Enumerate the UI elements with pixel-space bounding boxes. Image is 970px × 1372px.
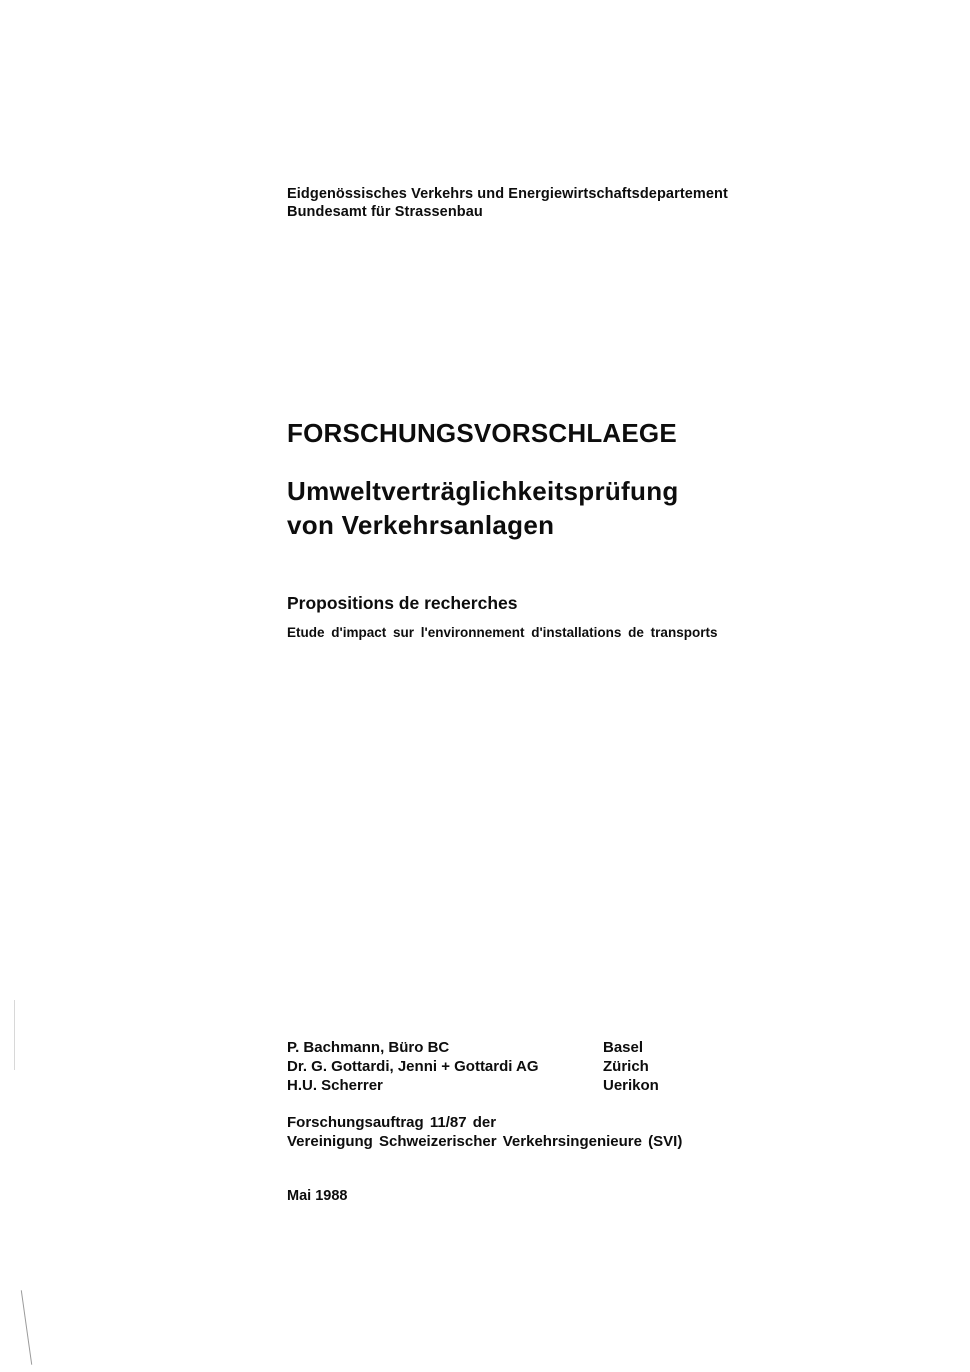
author-name: Dr. G. Gottardi, Jenni + Gottardi AG xyxy=(287,1058,539,1075)
author-row xyxy=(287,1057,707,1076)
document-title: FORSCHUNGSVORSCHLAEGE xyxy=(287,418,677,448)
commission-line-1: Forschungsauftrag 11/87 der xyxy=(287,1114,497,1131)
subtitle-line-2: von Verkehrsanlagen xyxy=(287,510,555,540)
french-title: Propositions de recherches xyxy=(287,593,518,613)
issuer-department: Eidgenössisches Verkehrs und Energiewirtschaftsdepartement xyxy=(287,186,728,202)
research-commission xyxy=(287,1113,682,1151)
authors-list xyxy=(287,1038,707,1095)
author-place: Basel xyxy=(603,1039,644,1056)
scan-edge-mark xyxy=(14,1000,15,1070)
issuer-block xyxy=(287,185,728,221)
subtitle-line-1: Umweltverträglichkeitsprüfung xyxy=(287,476,679,506)
author-place: Uerikon xyxy=(603,1077,659,1094)
document-subtitle xyxy=(287,474,679,542)
french-subtitle: Etude d'impact sur l'environnement d'installations de transports xyxy=(287,625,718,640)
scan-edge-mark xyxy=(21,1290,32,1364)
commission-line-2: Vereinigung Schweizerischer Verkehrsingenieure (SVI) xyxy=(287,1133,683,1150)
author-name: P. Bachmann, Büro BC xyxy=(287,1039,450,1056)
publication-date: Mai 1988 xyxy=(287,1188,348,1204)
issuer-office: Bundesamt für Strassenbau xyxy=(287,204,483,220)
author-name: H.U. Scherrer xyxy=(287,1077,383,1094)
author-row xyxy=(287,1076,707,1095)
author-row xyxy=(287,1038,707,1057)
author-place: Zürich xyxy=(603,1058,649,1075)
